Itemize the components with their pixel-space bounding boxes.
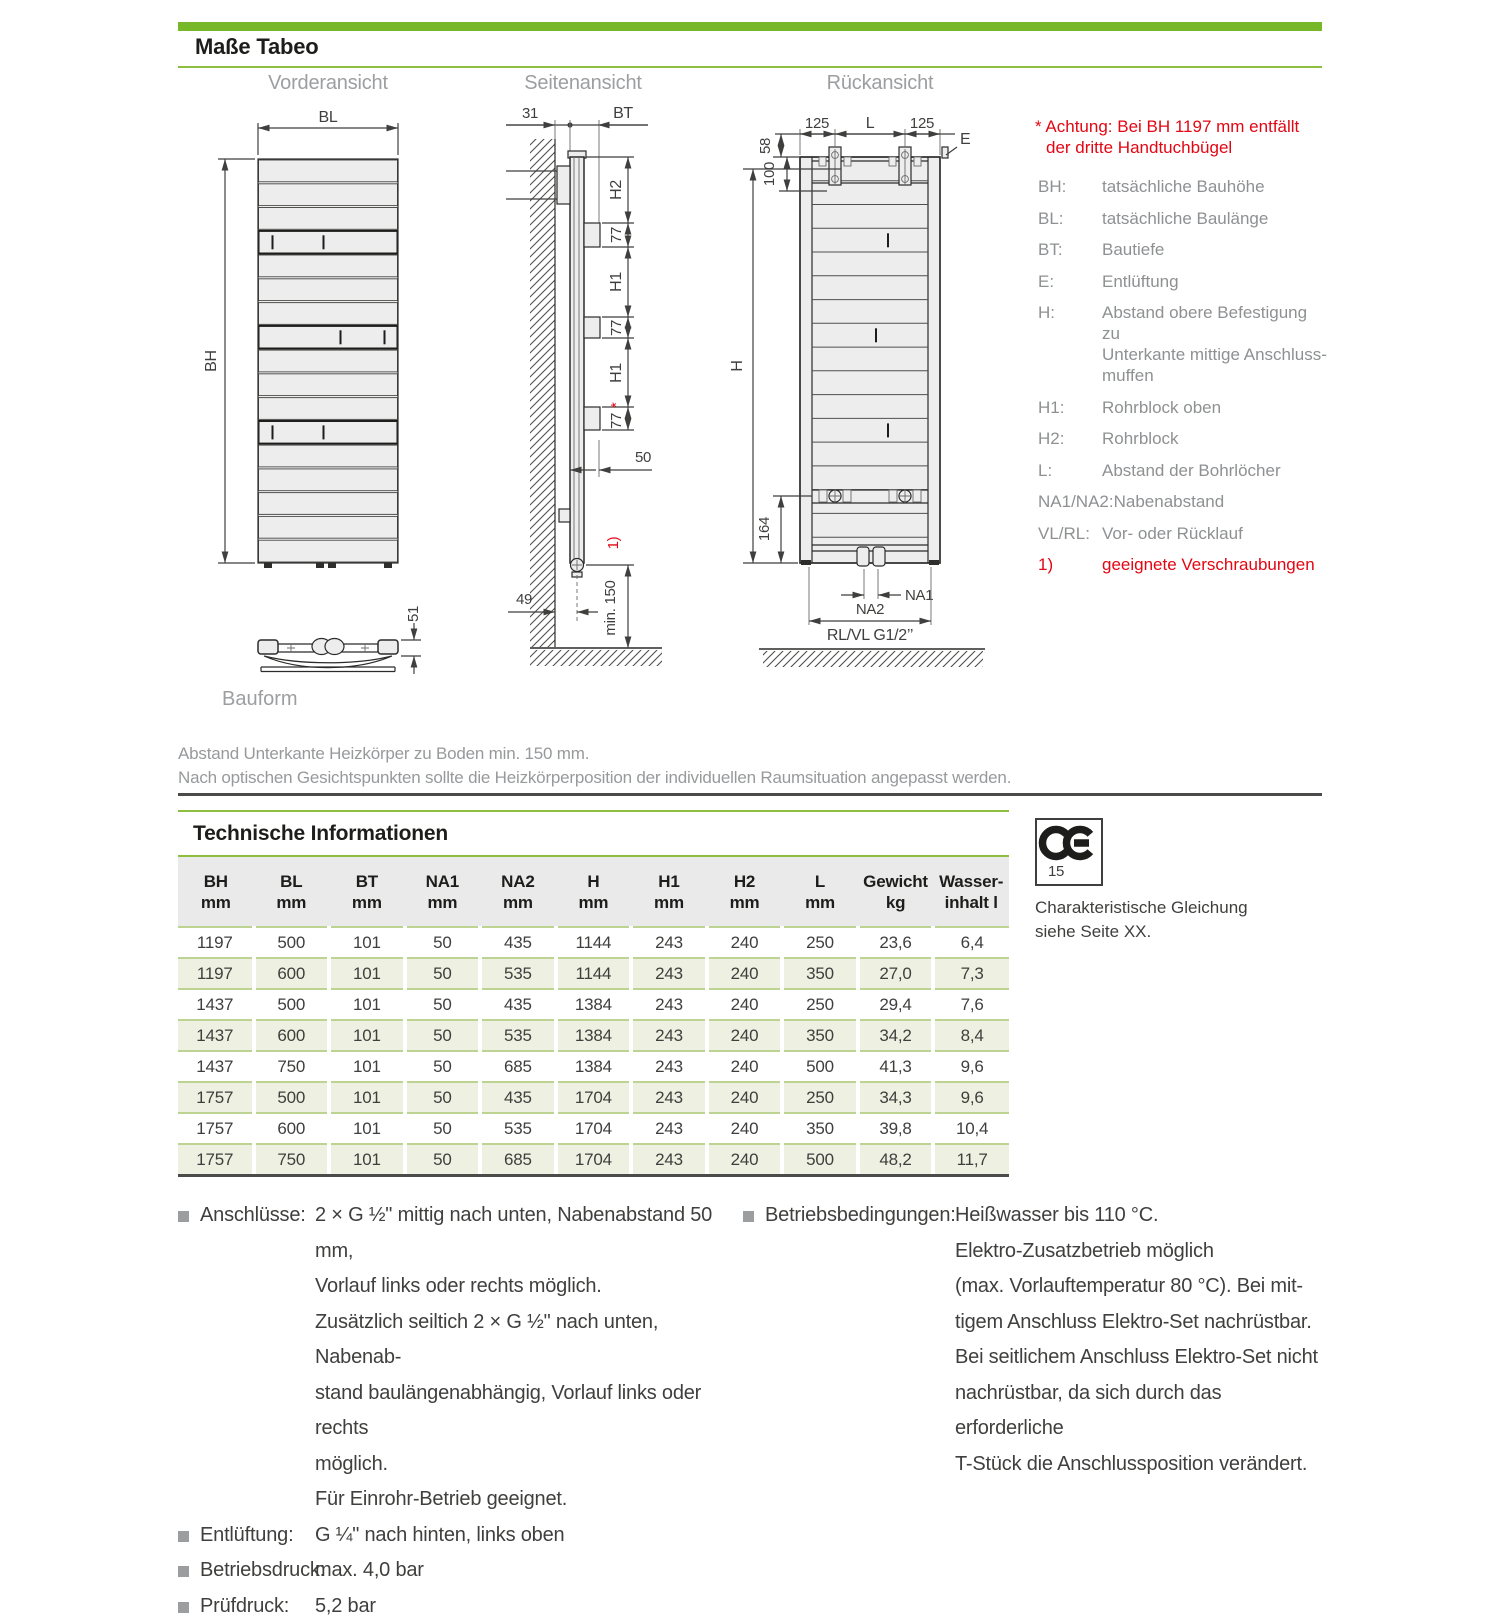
spec-label: Betriebsdruck:	[200, 1553, 315, 1589]
front-slat	[259, 279, 398, 301]
dim-h: H	[729, 360, 746, 371]
table-cell: 1757	[178, 1144, 254, 1174]
note-line-2: Nach optischen Gesichtspunkten sollte die Heizkörperposition der individuellen Raumsituation angepasst werden.	[178, 766, 1011, 790]
front-slat	[259, 493, 398, 515]
table-cell: 101	[329, 1051, 405, 1082]
dim-rlvl: RL/VL G1/2’’	[827, 627, 913, 644]
table-cell: 350	[782, 1020, 858, 1051]
table-cell: 750	[254, 1144, 330, 1174]
table-cell: 240	[707, 1082, 783, 1113]
view-title-front: Vorderansicht	[228, 72, 428, 95]
front-slat	[259, 516, 398, 538]
bauform-drawing	[258, 606, 422, 674]
side-view-drawing	[500, 95, 715, 720]
table-cell: 535	[480, 958, 556, 989]
table-cell: 101	[329, 958, 405, 989]
spec-value	[315, 1589, 740, 1624]
note-line-1: Abstand Unterkante Heizkörper zu Boden min. 150 mm.	[178, 742, 1011, 766]
dim-na1: NA1	[905, 587, 933, 604]
tech-table-body	[178, 927, 1009, 1174]
column-header	[933, 857, 1009, 927]
table-cell: 50	[405, 989, 481, 1020]
table-cell: 240	[707, 1020, 783, 1051]
column-unit: mm	[254, 892, 330, 913]
legend-value-line: Nabenabstand	[1114, 491, 1328, 512]
dim-49: 49	[516, 591, 532, 608]
front-slats	[259, 160, 398, 562]
tech-info-section	[178, 810, 1009, 1177]
table-cell: 350	[782, 958, 858, 989]
column-header	[556, 857, 632, 927]
spec-label: Entlüftung:	[200, 1518, 315, 1554]
table-cell: 243	[631, 958, 707, 989]
warning-line-1: * Achtung: Bei BH 1197 mm entfällt	[1035, 116, 1299, 137]
column-unit: kg	[858, 892, 934, 913]
table-cell: 1704	[556, 1113, 632, 1144]
ce-mark	[1035, 818, 1103, 886]
spec-line: 2 × G ½" mittig nach unten, Nabenabstand 50 mm,	[315, 1198, 740, 1269]
table-cell: 1704	[556, 1144, 632, 1174]
spec-line: Vorlauf links oder rechts möglich.	[315, 1269, 740, 1305]
dim-77-2: 77	[608, 320, 625, 336]
table-cell: 1384	[556, 989, 632, 1020]
wall-hatch	[530, 139, 555, 647]
table-cell: 48,2	[858, 1144, 934, 1174]
dim-77-asterisk: *	[608, 402, 625, 408]
dim-h1-2: H1	[608, 363, 625, 383]
table-row	[178, 1020, 1009, 1051]
front-slat	[259, 160, 398, 182]
table-cell: 243	[631, 989, 707, 1020]
front-slat	[259, 208, 398, 230]
spec-line: möglich.	[315, 1447, 740, 1483]
bullet-icon	[743, 1211, 754, 1222]
bullet-icon	[178, 1211, 189, 1222]
table-cell: 7,6	[933, 989, 1009, 1020]
table-cell: 11,7	[933, 1144, 1009, 1174]
table-cell: 41,3	[858, 1051, 934, 1082]
front-slat	[259, 398, 398, 420]
column-name: Wasser-	[933, 871, 1009, 892]
legend-value	[1102, 460, 1328, 481]
ce-note	[1035, 896, 1248, 944]
table-cell: 240	[707, 927, 783, 958]
legend-value-line: Abstand obere Befestigung zu	[1102, 302, 1328, 344]
spec-entry	[178, 1198, 740, 1518]
legend-row	[1038, 302, 1328, 386]
table-cell: 101	[329, 1020, 405, 1051]
table-cell: 27,0	[858, 958, 934, 989]
legend-value-line: tatsächliche Bauhöhe	[1102, 176, 1328, 197]
column-header	[178, 857, 254, 927]
legend-value	[1102, 523, 1328, 544]
table-cell: 243	[631, 1051, 707, 1082]
table-row	[178, 989, 1009, 1020]
table-cell: 10,4	[933, 1113, 1009, 1144]
table-cell: 435	[480, 927, 556, 958]
table-cell: 101	[329, 1144, 405, 1174]
warning-line-2: der dritte Handtuchbügel	[1035, 137, 1299, 158]
dim-100: 100	[761, 162, 778, 186]
legend-value-line: tatsächliche Baulänge	[1102, 208, 1328, 229]
table-cell: 101	[329, 1113, 405, 1144]
table-cell: 1437	[178, 1051, 254, 1082]
table-cell: 535	[480, 1113, 556, 1144]
dim-164: 164	[756, 517, 773, 541]
dim-125-right: 125	[910, 115, 934, 132]
specs-left	[178, 1198, 740, 1624]
column-header	[858, 857, 934, 927]
front-slat	[259, 350, 398, 372]
spec-line: stand baulängenabhängig, Vorlauf links oder rechts	[315, 1376, 740, 1447]
legend-row	[1038, 523, 1328, 544]
legend-row	[1038, 397, 1328, 418]
table-cell: 50	[405, 1051, 481, 1082]
table-cell: 240	[707, 989, 783, 1020]
warning-note	[1035, 116, 1299, 158]
spec-value	[315, 1198, 740, 1518]
table-cell: 243	[631, 1020, 707, 1051]
table-cell: 685	[480, 1051, 556, 1082]
legend-value-line: Bautiefe	[1102, 239, 1328, 260]
spec-label: Betriebsbedingungen:	[765, 1198, 955, 1234]
legend-key: E:	[1038, 271, 1102, 292]
ce-note-line-1: Charakteristische Gleichung	[1035, 896, 1248, 920]
drawing-notes	[178, 742, 1011, 790]
legend-value	[1102, 397, 1328, 418]
legend-value	[1102, 554, 1328, 575]
dim-bl: BL	[319, 109, 338, 126]
legend-value	[1102, 208, 1328, 229]
legend-row	[1038, 271, 1328, 292]
spec-line: tigem Anschluss Elektro-Set nachrüstbar.	[955, 1305, 1323, 1341]
column-name: BH	[178, 871, 254, 892]
column-name: NA1	[405, 871, 481, 892]
tech-table	[178, 857, 1009, 1174]
table-cell: 1384	[556, 1020, 632, 1051]
front-slat	[259, 303, 398, 325]
table-cell: 50	[405, 927, 481, 958]
column-name: H1	[631, 871, 707, 892]
table-row	[178, 1051, 1009, 1082]
table-cell: 243	[631, 1082, 707, 1113]
legend-value-line: Entlüftung	[1102, 271, 1328, 292]
table-cell: 34,3	[858, 1082, 934, 1113]
dim-e: E	[960, 131, 970, 148]
spec-line: Für Einrohr-Betrieb geeignet.	[315, 1482, 740, 1518]
rear-view-drawing	[715, 95, 1015, 720]
bullet-icon	[178, 1566, 189, 1577]
front-slat	[259, 421, 398, 444]
section-divider	[178, 793, 1322, 796]
legend-key: NA1/NA2:	[1038, 491, 1114, 512]
legend-value-line: Rohrblock oben	[1102, 397, 1328, 418]
column-header	[254, 857, 330, 927]
column-unit: inhalt l	[933, 892, 1009, 913]
spec-entry	[178, 1518, 740, 1554]
column-header	[480, 857, 556, 927]
column-unit: mm	[405, 892, 481, 913]
legend-value	[1102, 428, 1328, 449]
column-name: H2	[707, 871, 783, 892]
legend-value	[1114, 491, 1328, 512]
column-unit: mm	[480, 892, 556, 913]
table-cell: 243	[631, 927, 707, 958]
legend-value-line: Abstand der Bohrlöcher	[1102, 460, 1328, 481]
spec-entry	[178, 1589, 740, 1624]
dim-ref1: 1)	[605, 536, 622, 549]
table-title: Technische Informationen	[178, 812, 1009, 855]
header-row	[178, 857, 1009, 927]
column-unit: mm	[782, 892, 858, 913]
legend-row	[1038, 491, 1328, 512]
legend-key: 1)	[1038, 554, 1102, 575]
dim-na2: NA2	[856, 601, 884, 618]
column-name: H	[556, 871, 632, 892]
table-cell: 1757	[178, 1082, 254, 1113]
table-cell: 500	[254, 1082, 330, 1113]
spec-entry	[743, 1198, 1323, 1482]
legend-key: H1:	[1038, 397, 1102, 418]
bullet-icon	[178, 1531, 189, 1542]
spec-line: Elektro-Zusatzbetrieb möglich	[955, 1234, 1323, 1270]
spec-line: 5,2 bar	[315, 1589, 740, 1624]
table-cell: 1757	[178, 1113, 254, 1144]
legend-row	[1038, 428, 1328, 449]
table-cell: 240	[707, 1051, 783, 1082]
column-name: L	[782, 871, 858, 892]
front-slat	[259, 231, 398, 254]
dim-51: 51	[405, 606, 422, 622]
dim-bh: BH	[203, 350, 220, 372]
spec-value	[315, 1553, 740, 1589]
table-cell: 250	[782, 1082, 858, 1113]
spec-label: Anschlüsse:	[200, 1198, 315, 1234]
legend-value	[1102, 239, 1328, 260]
table-row	[178, 1082, 1009, 1113]
front-feet	[264, 564, 392, 569]
dim-125-left: 125	[805, 115, 829, 132]
rear-floor-hatch	[763, 651, 983, 667]
dim-l: L	[866, 115, 875, 132]
table-row	[178, 927, 1009, 958]
table-cell: 600	[254, 1113, 330, 1144]
legend-value-line: muffen	[1102, 365, 1328, 386]
spec-line: G ¼" nach hinten, links oben	[315, 1518, 740, 1554]
table-cell: 101	[329, 927, 405, 958]
column-header	[707, 857, 783, 927]
table-cell: 1704	[556, 1082, 632, 1113]
table-cell: 9,6	[933, 1051, 1009, 1082]
ce-note-line-2: siehe Seite XX.	[1035, 920, 1248, 944]
table-cell: 39,8	[858, 1113, 934, 1144]
table-row	[178, 958, 1009, 989]
legend-list	[1038, 176, 1328, 586]
table-cell: 1144	[556, 927, 632, 958]
column-header	[329, 857, 405, 927]
table-cell: 29,4	[858, 989, 934, 1020]
dim-min150: min. 150	[602, 580, 619, 635]
legend-value-line: geeignete Verschraubungen	[1102, 554, 1328, 575]
legend-value	[1102, 176, 1328, 197]
table-cell: 8,4	[933, 1020, 1009, 1051]
table-cell: 50	[405, 1144, 481, 1174]
dim-h1-1: H1	[608, 272, 625, 292]
legend-key: VL/RL:	[1038, 523, 1102, 544]
view-title-side: Seitenansicht	[483, 72, 683, 95]
floor-hatch	[530, 650, 662, 666]
table-cell: 1197	[178, 958, 254, 989]
legend-key: BL:	[1038, 208, 1102, 229]
table-bottom-border	[178, 1174, 1009, 1177]
front-slat	[259, 326, 398, 349]
spec-line: Heißwasser bis 110 °C.	[955, 1198, 1323, 1234]
spec-value	[315, 1518, 740, 1554]
table-cell: 240	[707, 1144, 783, 1174]
legend-row	[1038, 176, 1328, 197]
dim-77-1: 77	[608, 227, 625, 243]
column-header	[405, 857, 481, 927]
view-title-rear: Rückansicht	[780, 72, 980, 95]
table-cell: 1437	[178, 989, 254, 1020]
table-cell: 685	[480, 1144, 556, 1174]
table-cell: 34,2	[858, 1020, 934, 1051]
front-slat	[259, 184, 398, 206]
spec-entry	[178, 1553, 740, 1589]
table-cell: 600	[254, 958, 330, 989]
table-cell: 600	[254, 1020, 330, 1051]
bullet-icon	[178, 1602, 189, 1613]
legend-row	[1038, 554, 1328, 575]
spec-label: Prüfdruck:	[200, 1589, 315, 1624]
title-divider	[178, 66, 1322, 68]
legend-key: L:	[1038, 460, 1102, 481]
column-unit: mm	[178, 892, 254, 913]
column-unit: mm	[631, 892, 707, 913]
column-header	[631, 857, 707, 927]
table-cell: 240	[707, 958, 783, 989]
spec-line: Bei seitlichem Anschluss Elektro-Set nicht	[955, 1340, 1323, 1376]
table-cell: 6,4	[933, 927, 1009, 958]
table-cell: 500	[782, 1051, 858, 1082]
table-row	[178, 1144, 1009, 1174]
front-slat	[259, 374, 398, 396]
tech-table-head	[178, 857, 1009, 927]
table-cell: 240	[707, 1113, 783, 1144]
column-name: NA2	[480, 871, 556, 892]
table-row	[178, 1113, 1009, 1144]
table-cell: 23,6	[858, 927, 934, 958]
front-slat	[259, 540, 398, 562]
dim-77-3: 77	[608, 413, 625, 429]
legend-value-line: Vor- oder Rücklauf	[1102, 523, 1328, 544]
table-cell: 350	[782, 1113, 858, 1144]
spec-line: (max. Vorlauftemperatur 80 °C). Bei mit-	[955, 1269, 1323, 1305]
spec-line: nachrüstbar, da sich durch das erforderliche	[955, 1376, 1323, 1447]
front-slat	[259, 255, 398, 277]
table-cell: 1384	[556, 1051, 632, 1082]
front-view-drawing	[185, 95, 475, 720]
legend-key: BT:	[1038, 239, 1102, 260]
table-cell: 250	[782, 927, 858, 958]
table-cell: 1437	[178, 1020, 254, 1051]
page-title: Maße Tabeo	[195, 34, 319, 60]
dim-bt: BT	[613, 105, 633, 122]
specs-right	[743, 1198, 1323, 1482]
legend-row	[1038, 460, 1328, 481]
column-name: BT	[329, 871, 405, 892]
front-slat	[259, 445, 398, 467]
column-header	[782, 857, 858, 927]
table-cell: 243	[631, 1144, 707, 1174]
legend-value-line: Unterkante mittige Anschluss-	[1102, 344, 1328, 365]
table-cell: 500	[254, 989, 330, 1020]
spec-value	[955, 1198, 1323, 1482]
table-cell: 435	[480, 1082, 556, 1113]
bauform-label: Bauform	[222, 688, 298, 711]
column-name: BL	[254, 871, 330, 892]
legend-key: BH:	[1038, 176, 1102, 197]
table-cell: 101	[329, 989, 405, 1020]
legend-row	[1038, 208, 1328, 229]
ce-number: 15	[1048, 863, 1064, 880]
table-cell: 50	[405, 1082, 481, 1113]
table-cell: 243	[631, 1113, 707, 1144]
table-cell: 250	[782, 989, 858, 1020]
table-cell: 9,6	[933, 1082, 1009, 1113]
table-cell: 50	[405, 1113, 481, 1144]
dim-58: 58	[757, 138, 774, 154]
legend-value-line: Rohrblock	[1102, 428, 1328, 449]
legend-value	[1102, 302, 1328, 386]
table-cell: 750	[254, 1051, 330, 1082]
legend-key: H2:	[1038, 428, 1102, 449]
spec-line: T-Stück die Anschlussposition verändert.	[955, 1447, 1323, 1483]
table-cell: 50	[405, 958, 481, 989]
table-cell: 101	[329, 1082, 405, 1113]
column-unit: mm	[329, 892, 405, 913]
dim-h2: H2	[608, 180, 625, 200]
table-cell: 435	[480, 989, 556, 1020]
spec-line: Zusätzlich seiltich 2 × G ½" nach unten, Nabenab-	[315, 1305, 740, 1376]
table-cell: 500	[782, 1144, 858, 1174]
table-cell: 50	[405, 1020, 481, 1051]
dim-31: 31	[522, 105, 538, 122]
front-slat	[259, 469, 398, 491]
table-cell: 1197	[178, 927, 254, 958]
spec-line: max. 4,0 bar	[315, 1553, 740, 1589]
legend-key: H:	[1038, 302, 1102, 386]
legend-value	[1102, 271, 1328, 292]
dim-50: 50	[635, 449, 651, 466]
column-unit: mm	[556, 892, 632, 913]
top-accent-bar	[178, 22, 1322, 31]
column-name: Gewicht	[858, 871, 934, 892]
table-cell: 500	[254, 927, 330, 958]
table-cell: 535	[480, 1020, 556, 1051]
legend-row	[1038, 239, 1328, 260]
table-cell: 7,3	[933, 958, 1009, 989]
column-unit: mm	[707, 892, 783, 913]
table-cell: 1144	[556, 958, 632, 989]
